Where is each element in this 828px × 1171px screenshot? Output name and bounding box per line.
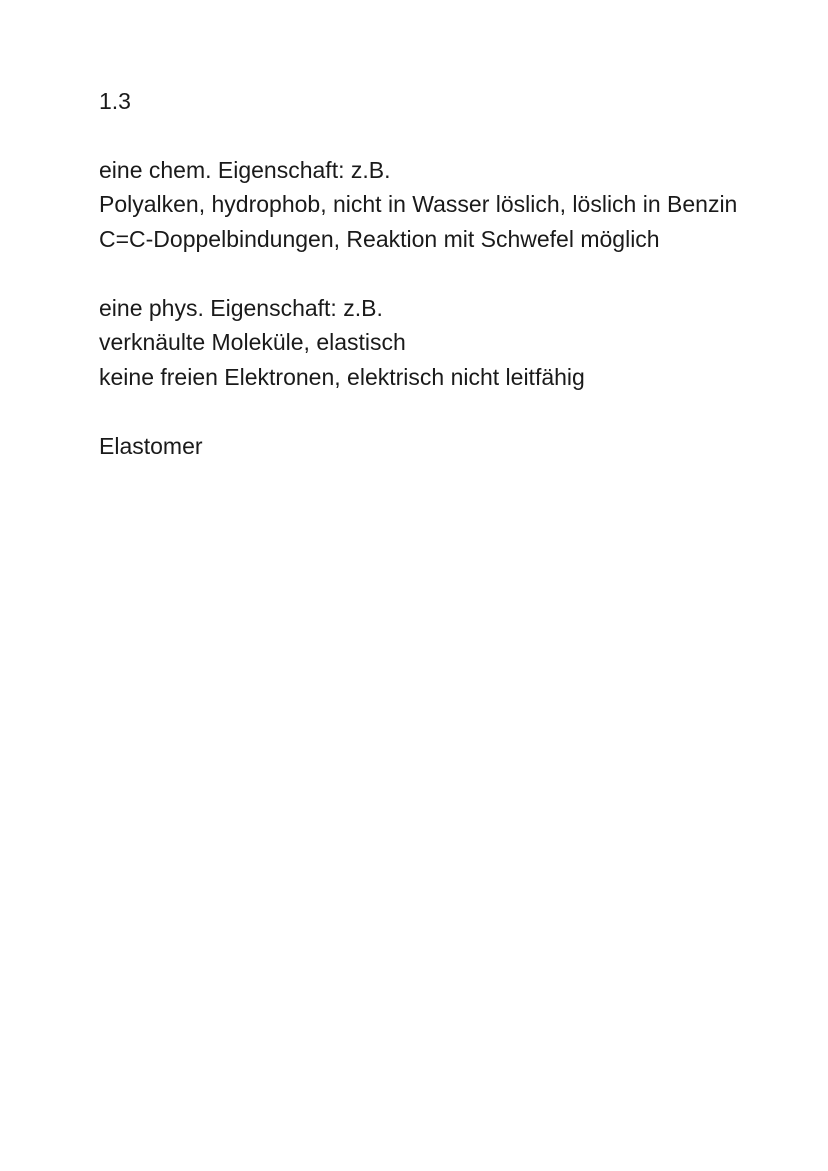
chemical-property-line: Polyalken, hydrophob, nicht in Wasser löslich, löslich in Benzin bbox=[99, 191, 738, 217]
chemical-property-heading: eine chem. Eigenschaft: z.B. bbox=[99, 156, 391, 183]
chemical-property-line: C=C-Doppelbindungen, Reaktion mit Schwefel möglich bbox=[99, 225, 660, 252]
document-body bbox=[99, 84, 749, 463]
physical-property-heading: eine phys. Eigenschaft: z.B. bbox=[99, 294, 383, 321]
material-class-answer: Elastomer bbox=[99, 432, 203, 459]
section-number: 1.3 bbox=[99, 88, 131, 114]
physical-property-block bbox=[99, 291, 749, 395]
physical-property-line: keine freien Elektronen, elektrisch nicht leitfähig bbox=[99, 363, 585, 390]
physical-property-line: verknäulte Moleküle, elastisch bbox=[99, 329, 406, 355]
paragraph-gap bbox=[99, 394, 749, 429]
paragraph-gap bbox=[99, 256, 749, 291]
chemical-property-block bbox=[99, 153, 749, 257]
